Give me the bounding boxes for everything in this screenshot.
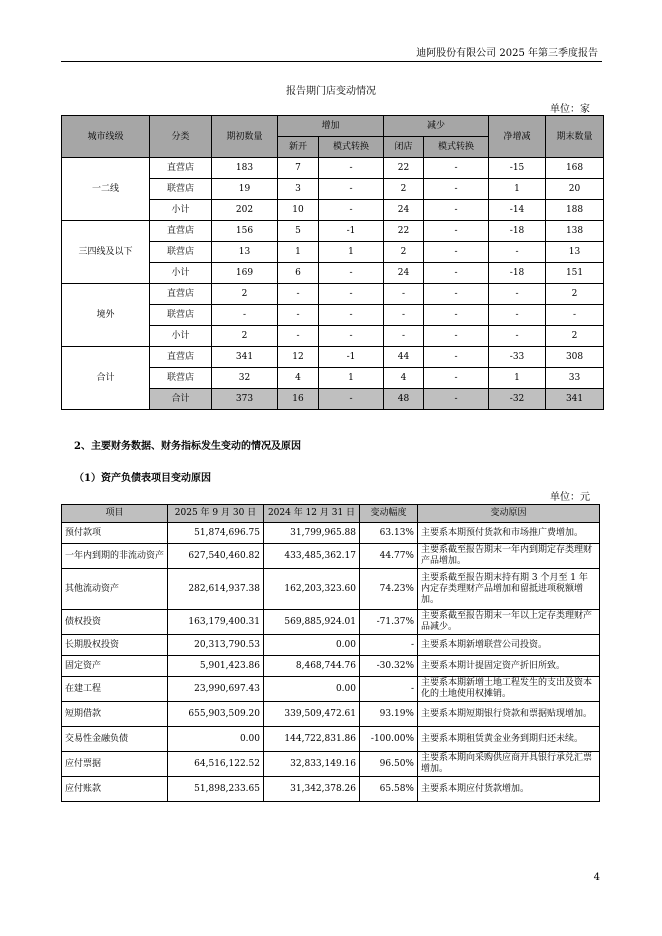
cell-net: -15 bbox=[489, 158, 546, 179]
cell-change: 63.13% bbox=[360, 523, 418, 544]
cell-new-open: 4 bbox=[278, 368, 319, 389]
table-row bbox=[62, 635, 600, 656]
col-header-increase: 增加 bbox=[278, 116, 384, 137]
cell-new-open: 10 bbox=[278, 200, 319, 221]
cell-value-2024: 433,485,362.17 bbox=[264, 544, 360, 569]
col-header-mode-in: 模式转换 bbox=[319, 137, 384, 158]
store-table-title: 报告期门店变动情况 bbox=[286, 86, 376, 97]
col-header-reason: 变动原因 bbox=[418, 505, 600, 523]
cell-mode-out: - bbox=[424, 179, 489, 200]
cell-type: 直营店 bbox=[150, 221, 212, 242]
table-row bbox=[62, 656, 600, 677]
cell-end: 2 bbox=[546, 326, 604, 347]
cell-change: 65.58% bbox=[360, 777, 418, 802]
cell-mode-out: - bbox=[424, 389, 489, 410]
cell-new-open: 7 bbox=[278, 158, 319, 179]
cell-value-2024: 0.00 bbox=[264, 635, 360, 656]
cell-mode-in: - bbox=[319, 158, 384, 179]
cell-mode-in: - bbox=[319, 284, 384, 305]
cell-value-2024: 8,468,744.76 bbox=[264, 656, 360, 677]
cell-mode-in: - bbox=[319, 389, 384, 410]
cell-mode-in: 1 bbox=[319, 242, 384, 263]
col-header-net: 净增减 bbox=[489, 116, 546, 158]
cell-value-2024: 339,509,472.61 bbox=[264, 702, 360, 727]
cell-end: 341 bbox=[546, 389, 604, 410]
cell-mode-in: - bbox=[319, 263, 384, 284]
cell-item: 短期借款 bbox=[62, 702, 168, 727]
col-header-close: 闭店 bbox=[384, 137, 424, 158]
cell-value-2025: 163,179,400.31 bbox=[168, 610, 264, 635]
cell-begin: 32 bbox=[212, 368, 278, 389]
cell-change: -100.00% bbox=[360, 727, 418, 752]
col-header-end: 期末数量 bbox=[546, 116, 604, 158]
cell-change: 74.23% bbox=[360, 569, 418, 610]
cell-mode-in: 1 bbox=[319, 368, 384, 389]
cell-item: 固定资产 bbox=[62, 656, 168, 677]
cell-close: - bbox=[384, 305, 424, 326]
cell-close: 4 bbox=[384, 368, 424, 389]
cell-new-open: 16 bbox=[278, 389, 319, 410]
cell-close: - bbox=[384, 284, 424, 305]
cell-new-open: 5 bbox=[278, 221, 319, 242]
col-header-2025: 2025 年 9 月 30 日 bbox=[168, 505, 264, 523]
subsection-heading: （1）资产负债表项目变动原因 bbox=[74, 473, 211, 484]
cell-value-2024: 144,722,831.86 bbox=[264, 727, 360, 752]
table-row bbox=[62, 702, 600, 727]
cell-new-open: - bbox=[278, 284, 319, 305]
cell-type: 联营店 bbox=[150, 305, 212, 326]
city-tier-cell: 合计 bbox=[62, 347, 150, 410]
cell-value-2025: 627,540,460.82 bbox=[168, 544, 264, 569]
cell-close: 24 bbox=[384, 200, 424, 221]
cell-end: 168 bbox=[546, 158, 604, 179]
table-row bbox=[62, 523, 600, 544]
cell-reason: 主要系本期计提固定资产折旧所致。 bbox=[418, 656, 600, 677]
cell-mode-in: - bbox=[319, 200, 384, 221]
cell-value-2025: 51,874,696.75 bbox=[168, 523, 264, 544]
cell-begin: - bbox=[212, 305, 278, 326]
cell-mode-in: - bbox=[319, 179, 384, 200]
cell-item: 债权投资 bbox=[62, 610, 168, 635]
cell-change: -30.32% bbox=[360, 656, 418, 677]
cell-begin: 183 bbox=[212, 158, 278, 179]
cell-end: 151 bbox=[546, 263, 604, 284]
store-table-body bbox=[62, 158, 604, 410]
cell-type: 直营店 bbox=[150, 284, 212, 305]
cell-value-2025: 23,990,697.43 bbox=[168, 677, 264, 702]
cell-type: 小计 bbox=[150, 326, 212, 347]
cell-new-open: 12 bbox=[278, 347, 319, 368]
cell-mode-in: - bbox=[319, 305, 384, 326]
cell-item: 其他流动资产 bbox=[62, 569, 168, 610]
cell-begin: 373 bbox=[212, 389, 278, 410]
col-header-begin: 期初数量 bbox=[212, 116, 278, 158]
cell-change: 44.77% bbox=[360, 544, 418, 569]
table-row bbox=[62, 544, 600, 569]
cell-change: - bbox=[360, 635, 418, 656]
table-row bbox=[62, 347, 604, 368]
cell-net: -14 bbox=[489, 200, 546, 221]
cell-item: 长期股权投资 bbox=[62, 635, 168, 656]
store-change-table bbox=[61, 115, 604, 410]
cell-mode-in: -1 bbox=[319, 347, 384, 368]
cell-value-2024: 32,833,149.16 bbox=[264, 752, 360, 777]
table-row bbox=[62, 727, 600, 752]
table-row bbox=[62, 284, 604, 305]
cell-close: 22 bbox=[384, 158, 424, 179]
cell-mode-out: - bbox=[424, 284, 489, 305]
cell-value-2025: 20,313,790.53 bbox=[168, 635, 264, 656]
cell-value-2025: 282,614,937.38 bbox=[168, 569, 264, 610]
cell-net: 1 bbox=[489, 368, 546, 389]
cell-type: 小计 bbox=[150, 200, 212, 221]
cell-reason: 主要系本期预付货款和市场推广费增加。 bbox=[418, 523, 600, 544]
cell-close: 24 bbox=[384, 263, 424, 284]
col-header-2024: 2024 年 12 月 31 日 bbox=[264, 505, 360, 523]
cell-mode-out: - bbox=[424, 158, 489, 179]
cell-reason: 主要系本期应付货款增加。 bbox=[418, 777, 600, 802]
cell-close: 2 bbox=[384, 179, 424, 200]
table-row bbox=[62, 677, 600, 702]
section-heading: 2、主要财务数据、财务指标发生变动的情况及原因 bbox=[74, 441, 301, 452]
table-row bbox=[62, 158, 604, 179]
col-header-decrease: 减少 bbox=[384, 116, 489, 137]
cell-net: -18 bbox=[489, 221, 546, 242]
cell-end: 33 bbox=[546, 368, 604, 389]
cell-net: - bbox=[489, 242, 546, 263]
cell-close: 22 bbox=[384, 221, 424, 242]
cell-value-2024: 0.00 bbox=[264, 677, 360, 702]
cell-mode-in: - bbox=[319, 326, 384, 347]
cell-type: 直营店 bbox=[150, 158, 212, 179]
col-header-change: 变动幅度 bbox=[360, 505, 418, 523]
cell-change: 93.19% bbox=[360, 702, 418, 727]
cell-mode-out: - bbox=[424, 221, 489, 242]
city-tier-cell: 三四线及以下 bbox=[62, 221, 150, 284]
cell-new-open: 6 bbox=[278, 263, 319, 284]
cell-value-2025: 51,898,233.65 bbox=[168, 777, 264, 802]
cell-type: 联营店 bbox=[150, 368, 212, 389]
cell-new-open: - bbox=[278, 326, 319, 347]
col-header-new-open: 新开 bbox=[278, 137, 319, 158]
cell-mode-out: - bbox=[424, 200, 489, 221]
cell-close: 48 bbox=[384, 389, 424, 410]
cell-type: 合计 bbox=[150, 389, 212, 410]
cell-item: 一年内到期的非流动资产 bbox=[62, 544, 168, 569]
cell-begin: 2 bbox=[212, 284, 278, 305]
balance-table-unit: 单位：元 bbox=[550, 492, 590, 503]
cell-begin: 169 bbox=[212, 263, 278, 284]
cell-begin: 156 bbox=[212, 221, 278, 242]
table-row bbox=[62, 221, 604, 242]
store-table-unit: 单位：家 bbox=[550, 104, 590, 115]
col-header-item: 项目 bbox=[62, 505, 168, 523]
cell-close: 44 bbox=[384, 347, 424, 368]
cell-reason: 主要系截至报告期末一年以上定存类理财产品减少。 bbox=[418, 610, 600, 635]
cell-mode-out: - bbox=[424, 305, 489, 326]
cell-begin: 13 bbox=[212, 242, 278, 263]
cell-value-2025: 0.00 bbox=[168, 727, 264, 752]
cell-item: 在建工程 bbox=[62, 677, 168, 702]
cell-item: 应付票据 bbox=[62, 752, 168, 777]
city-tier-cell: 一二线 bbox=[62, 158, 150, 221]
cell-end: 188 bbox=[546, 200, 604, 221]
cell-new-open: 1 bbox=[278, 242, 319, 263]
cell-value-2024: 31,342,378.26 bbox=[264, 777, 360, 802]
table-row bbox=[62, 777, 600, 802]
cell-mode-in: -1 bbox=[319, 221, 384, 242]
cell-net: - bbox=[489, 284, 546, 305]
cell-change: 96.50% bbox=[360, 752, 418, 777]
cell-value-2024: 569,885,924.01 bbox=[264, 610, 360, 635]
cell-begin: 341 bbox=[212, 347, 278, 368]
cell-net: -18 bbox=[489, 263, 546, 284]
cell-new-open: 3 bbox=[278, 179, 319, 200]
cell-end: 308 bbox=[546, 347, 604, 368]
cell-type: 直营店 bbox=[150, 347, 212, 368]
cell-value-2024: 31,799,965.88 bbox=[264, 523, 360, 544]
page-header: 迪阿股份有限公司 2025 年第三季度报告 bbox=[416, 48, 598, 59]
cell-new-open: - bbox=[278, 305, 319, 326]
cell-net: -32 bbox=[489, 389, 546, 410]
cell-net: -33 bbox=[489, 347, 546, 368]
cell-mode-out: - bbox=[424, 263, 489, 284]
cell-end: 20 bbox=[546, 179, 604, 200]
cell-mode-out: - bbox=[424, 242, 489, 263]
cell-item: 交易性金融负债 bbox=[62, 727, 168, 752]
cell-change: -71.37% bbox=[360, 610, 418, 635]
cell-close: 2 bbox=[384, 242, 424, 263]
cell-value-2025: 655,903,509.20 bbox=[168, 702, 264, 727]
cell-mode-out: - bbox=[424, 368, 489, 389]
cell-value-2025: 5,901,423.86 bbox=[168, 656, 264, 677]
col-header-city: 城市线级 bbox=[62, 116, 150, 158]
cell-end: - bbox=[546, 305, 604, 326]
cell-change: - bbox=[360, 677, 418, 702]
table-row bbox=[62, 569, 600, 610]
table-row bbox=[62, 610, 600, 635]
cell-reason: 主要系本期新增联营公司投资。 bbox=[418, 635, 600, 656]
cell-value-2025: 64,516,122.52 bbox=[168, 752, 264, 777]
cell-reason: 主要系截至报告期末一年内到期定存类理财产品增加。 bbox=[418, 544, 600, 569]
page-number: 4 bbox=[593, 872, 600, 883]
cell-value-2024: 162,203,323.60 bbox=[264, 569, 360, 610]
cell-reason: 主要系本期短期银行贷款和票据贴现增加。 bbox=[418, 702, 600, 727]
cell-type: 联营店 bbox=[150, 242, 212, 263]
col-header-type: 分类 bbox=[150, 116, 212, 158]
cell-mode-out: - bbox=[424, 326, 489, 347]
header-divider bbox=[61, 61, 602, 62]
col-header-mode-out: 模式转换 bbox=[424, 137, 489, 158]
cell-reason: 主要系本期向采购供应商开具银行承兑汇票增加。 bbox=[418, 752, 600, 777]
table-row bbox=[62, 752, 600, 777]
cell-close: - bbox=[384, 326, 424, 347]
cell-begin: 202 bbox=[212, 200, 278, 221]
cell-type: 小计 bbox=[150, 263, 212, 284]
cell-net: 1 bbox=[489, 179, 546, 200]
balance-sheet-table bbox=[61, 504, 600, 802]
cell-begin: 19 bbox=[212, 179, 278, 200]
cell-end: 13 bbox=[546, 242, 604, 263]
cell-item: 应付账款 bbox=[62, 777, 168, 802]
cell-reason: 主要系截至报告期末持有期 3 个月至 1 年内定存类理财产品增加和留抵进项税额增加。 bbox=[418, 569, 600, 610]
cell-item: 预付款项 bbox=[62, 523, 168, 544]
cell-reason: 主要系本期新增土地工程发生的支出及资本化的土地使用权摊销。 bbox=[418, 677, 600, 702]
cell-begin: 2 bbox=[212, 326, 278, 347]
cell-net: - bbox=[489, 305, 546, 326]
cell-mode-out: - bbox=[424, 347, 489, 368]
cell-net: - bbox=[489, 326, 546, 347]
cell-end: 2 bbox=[546, 284, 604, 305]
cell-end: 138 bbox=[546, 221, 604, 242]
cell-type: 联营店 bbox=[150, 179, 212, 200]
balance-table-body bbox=[62, 523, 600, 802]
cell-reason: 主要系本期租赁黄金业务到期归还未续。 bbox=[418, 727, 600, 752]
city-tier-cell: 境外 bbox=[62, 284, 150, 347]
